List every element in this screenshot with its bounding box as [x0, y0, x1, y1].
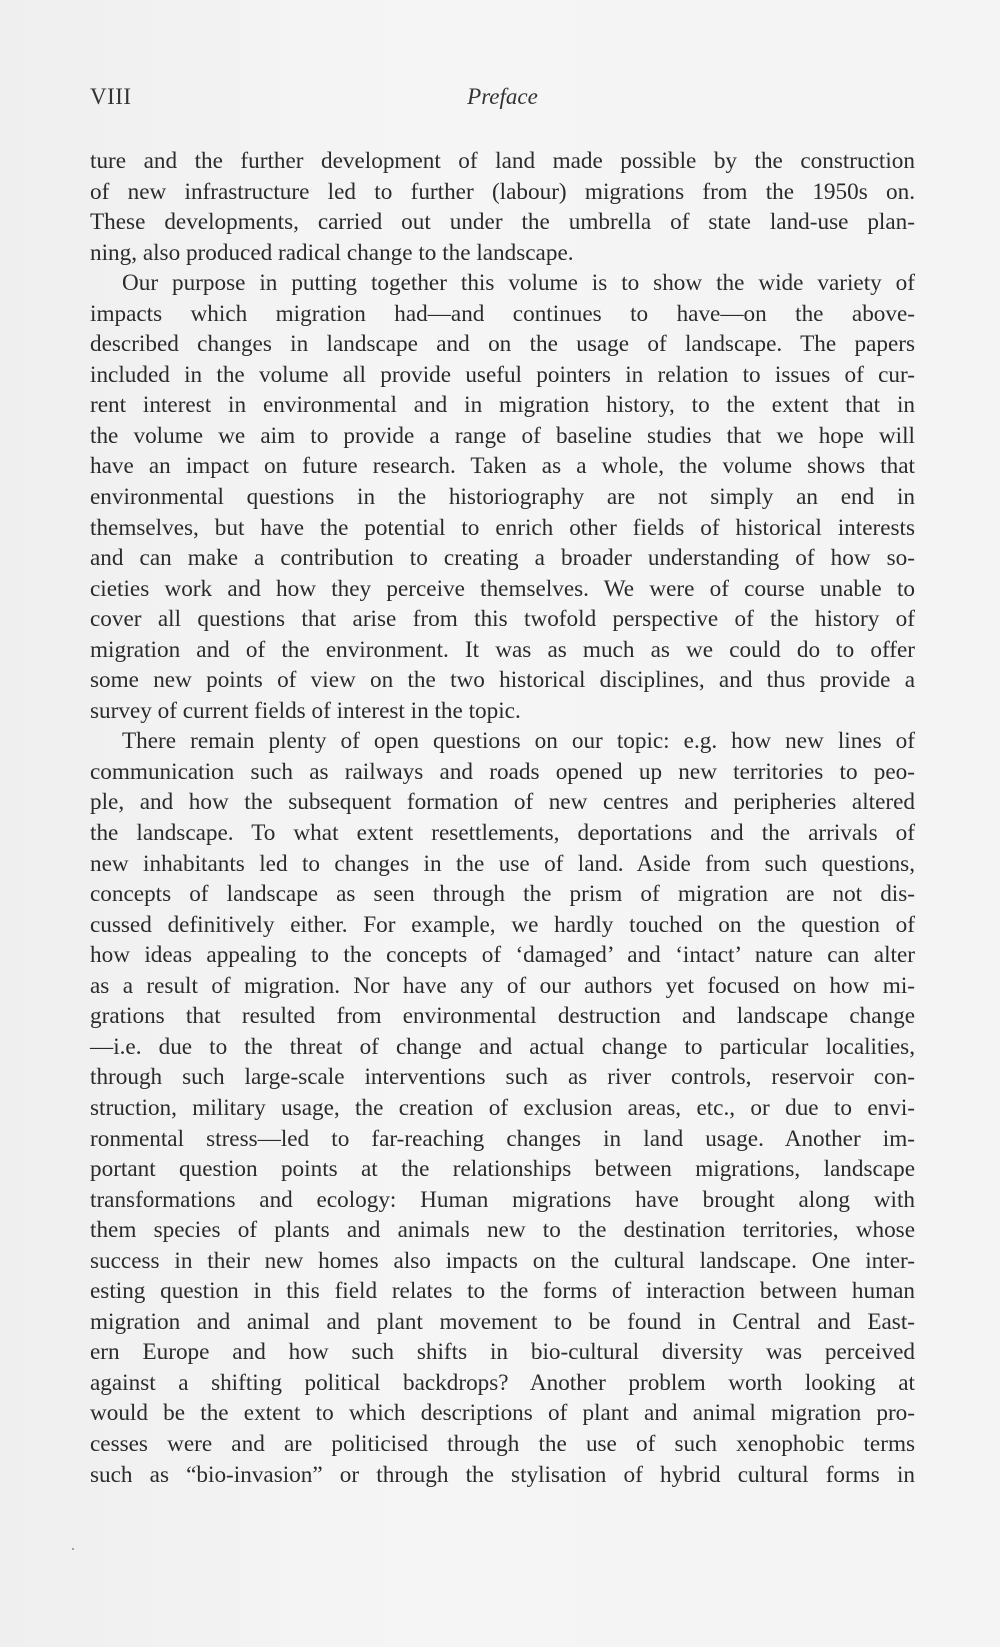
- text-line: communication such as railways and roads opened up new territories to peo-: [90, 758, 915, 785]
- page-number: VIII: [90, 84, 132, 109]
- text-line: grations that resulted from environmental destruction and landscape change: [90, 1003, 915, 1030]
- text-line: against a shifting political backdrops? Another problem worth looking at: [90, 1369, 915, 1396]
- text-line: included in the volume all provide useful pointers in relation to issues of cur-: [90, 361, 915, 388]
- text-line: These developments, carried out under the umbrella of state land-use plan-: [90, 209, 915, 236]
- text-line: cover all questions that arise from this twofold perspective of the history of: [90, 606, 915, 633]
- text-line: new inhabitants led to changes in the use of land. Aside from such questions,: [90, 850, 915, 877]
- text-line: struction, military usage, the creation of exclusion areas, etc., or due to envi-: [90, 1094, 915, 1121]
- text-line: ple, and how the subsequent formation of new centres and peripheries altered: [90, 789, 915, 816]
- text-line: of new infrastructure led to further (labour) migrations from the 1950s on.: [90, 178, 915, 205]
- text-line: some new points of view on the two historical disciplines, and thus provide a: [90, 667, 915, 694]
- text-line: ning, also produced radical change to the landscape.: [90, 239, 574, 266]
- text-line: cussed definitively either. For example, we hardly touched on the question of: [90, 911, 915, 938]
- text-line: ture and the further development of land made possible by the construction: [90, 148, 915, 174]
- text-line: survey of current fields of interest in the topic.: [90, 697, 521, 724]
- text-line: how ideas appealing to the concepts of ‘damaged’ and ‘intact’ nature can alter: [90, 942, 915, 969]
- running-head: [90, 84, 915, 114]
- text-line: portant question points at the relationships between migrations, landscape: [90, 1156, 915, 1183]
- text-line: cieties work and how they perceive themselves. We were of course unable to: [90, 575, 915, 602]
- text-line: migration and of the environment. It was as much as we could do to offer: [90, 636, 915, 663]
- text-line: themselves, but have the potential to enrich other fields of historical interests: [90, 514, 915, 541]
- paragraph: [90, 268, 915, 726]
- text-line: rent interest in environmental and in migration history, to the extent that in: [90, 392, 915, 419]
- text-line: described changes in landscape and on the usage of landscape. The papers: [90, 331, 915, 358]
- text-line: cesses were and are politicised through the use of such xenophobic terms: [90, 1430, 915, 1457]
- text-line: have an impact on future research. Taken as a whole, the volume shows that: [90, 453, 915, 480]
- text-line: would be the extent to which descriptions of plant and animal migration pro-: [90, 1400, 915, 1427]
- text-line: concepts of landscape as seen through the prism of migration are not dis-: [90, 881, 915, 908]
- paper-speck: [72, 1548, 74, 1550]
- text-line: them species of plants and animals new to the destination territories, whose: [90, 1217, 915, 1244]
- text-line: the volume we aim to provide a range of baseline studies that we hope will: [90, 422, 915, 449]
- text-line: There remain plenty of open questions on our topic: e.g. how new lines of: [122, 728, 915, 755]
- paragraph: [90, 726, 915, 1490]
- text-line: —i.e. due to the threat of change and actual change to particular localities,: [90, 1033, 915, 1060]
- text-line: and can make a contribution to creating a broader understanding of how so-: [90, 545, 915, 572]
- text-line: impacts which migration had—and continues to have—on the above-: [90, 300, 915, 327]
- text-line: environmental questions in the historiography are not simply an end in: [90, 484, 915, 511]
- text-line: transformations and ecology: Human migrations have brought along with: [90, 1186, 915, 1213]
- text-line: esting question in this field relates to the forms of interaction between human: [90, 1278, 915, 1305]
- text-line: such as “bio-invasion” or through the stylisation of hybrid cultural forms in: [90, 1461, 915, 1488]
- running-title: Preface: [467, 84, 538, 109]
- body-text: [90, 146, 915, 1490]
- text-line: the landscape. To what extent resettlements, deportations and the arrivals of: [90, 820, 915, 847]
- text-line: success in their new homes also impacts on the cultural landscape. One inter-: [90, 1247, 915, 1274]
- text-line: migration and animal and plant movement to be found in Central and East-: [90, 1308, 915, 1335]
- text-line: as a result of migration. Nor have any of our authors yet focused on how mi-: [90, 972, 915, 999]
- paragraph: [90, 146, 915, 268]
- text-line: ronmental stress—led to far-reaching changes in land usage. Another im-: [90, 1125, 915, 1152]
- text-line: ern Europe and how such shifts in bio-cultural diversity was perceived: [90, 1339, 915, 1366]
- text-line: Our purpose in putting together this volume is to show the wide variety of: [122, 270, 915, 297]
- text-line: through such large-scale interventions such as river controls, reservoir con-: [90, 1064, 915, 1091]
